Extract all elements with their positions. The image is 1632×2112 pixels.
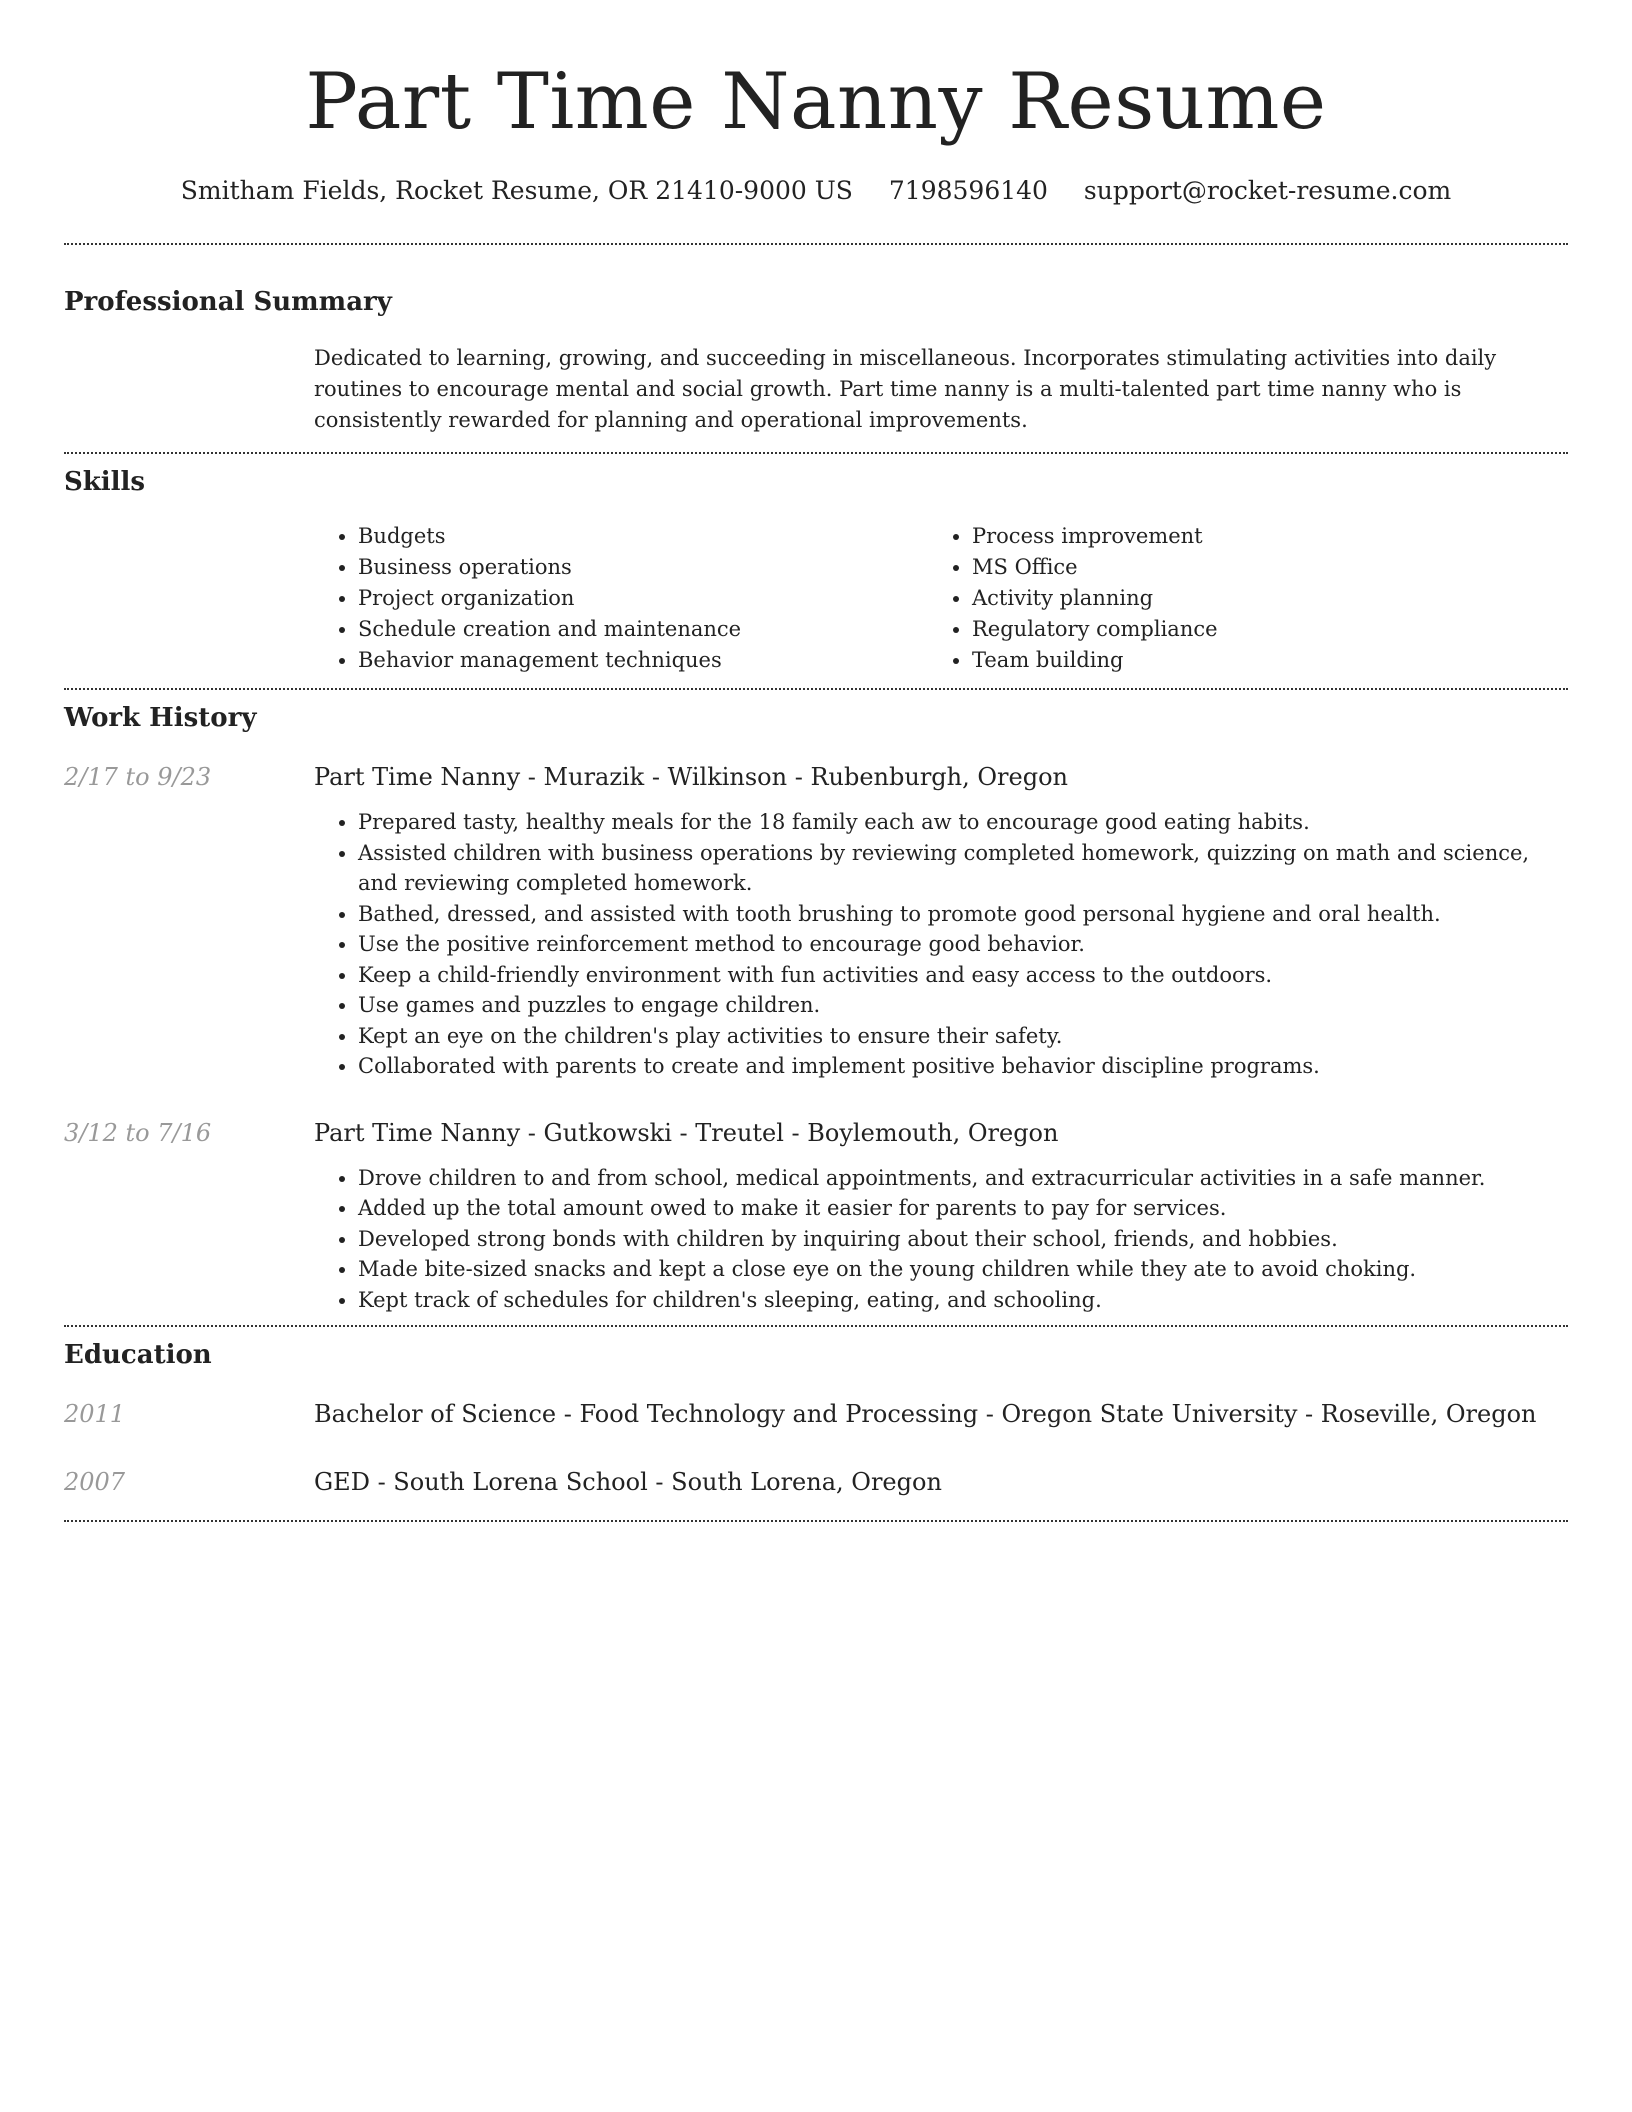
- skill-item: • Business operations: [358, 552, 928, 583]
- divider: [64, 688, 1568, 690]
- job-bullet: • Keep a child-friendly environment with fun activities and easy access to the outdoors.: [358, 960, 1568, 991]
- job-dates: 2/17 to 9/23: [64, 763, 212, 791]
- section-title: Work History: [64, 703, 257, 733]
- skills-list-left: [314, 521, 928, 676]
- education-degree: GED: [314, 1468, 370, 1496]
- job-bullet: • Bathed, dressed, and assisted with tooth brushing to promote good personal hygiene and oral health.: [358, 899, 1568, 930]
- divider: [64, 1325, 1568, 1327]
- job-bullet: • Developed strong bonds with children by inquiring about their school, friends, and hobbies.: [358, 1224, 1568, 1255]
- job-bullet: • Kept track of schedules for children's sleeping, eating, and schooling.: [358, 1285, 1568, 1316]
- job-entry: [64, 759, 1568, 1082]
- skills-list-right: [928, 521, 1542, 676]
- contact-email: support@rocket-resume.com: [1083, 176, 1452, 205]
- job-body: [314, 759, 1568, 1082]
- skills-section: [64, 465, 1568, 688]
- skill-item: • MS Office: [972, 552, 1542, 583]
- skill-item: • Process improvement: [972, 521, 1542, 552]
- skill-item: • Project organization: [358, 583, 928, 614]
- contact-address: Smitham Fields, Rocket Resume, OR 21410-9000 US: [180, 176, 853, 205]
- education-year: 2007: [64, 1468, 126, 1496]
- job-bullet: • Added up the total amount owed to make it easier for parents to pay for services.: [358, 1193, 1568, 1224]
- education-details: [314, 1464, 942, 1500]
- job-title: Part Time Nanny - Murazik - Wilkinson - Rubenburgh, Oregon: [314, 763, 1068, 791]
- divider: [64, 243, 1568, 245]
- section-title: Education: [64, 1340, 212, 1370]
- contact-line: [64, 174, 1568, 208]
- education-degree: Bachelor of Science - Food Technology and Processing: [314, 1400, 979, 1428]
- work-history-section: [64, 701, 1568, 1325]
- job-bullet: • Prepared tasty, healthy meals for the 18 family each aw to encourage good eating habits.: [358, 807, 1568, 838]
- skill-item: • Regulatory compliance: [972, 614, 1542, 645]
- education-school: - Oregon State University - Roseville, Oregon: [978, 1400, 1537, 1428]
- job-bullet: • Assisted children with business operations by reviewing completed homework, quizzing on math and science, and reviewing completed homework.: [358, 838, 1568, 899]
- skill-item: • Behavior management techniques: [358, 645, 928, 676]
- summary-text: Dedicated to learning, growing, and succeeding in miscellaneous. Incorporates stimulating activities into daily routines to encourage mental and social growth. Part time nanny is a multi-talented part time nanny who is consistently rewarded for planning and operational improvements.: [314, 346, 1497, 432]
- skill-item: • Schedule creation and maintenance: [358, 614, 928, 645]
- job-title: Part Time Nanny - Gutkowski - Treutel - Boylemouth, Oregon: [314, 1118, 1059, 1147]
- job-bullet: • Collaborated with parents to create and implement positive behavior discipline programs.: [358, 1051, 1568, 1082]
- section-title: Skills: [64, 467, 146, 497]
- job-bullets: [314, 1163, 1568, 1316]
- job-bullet: • Made bite-sized snacks and kept a close eye on the young children while they ate to avoid choking.: [358, 1254, 1568, 1285]
- divider: [64, 452, 1568, 454]
- contact-phone: 7198596140: [888, 176, 1048, 205]
- education-school: - South Lorena School - South Lorena, Oregon: [369, 1468, 942, 1496]
- job-dates: 3/12 to 7/16: [64, 1118, 212, 1147]
- education-details: [314, 1396, 1536, 1432]
- section-title: Professional Summary: [64, 287, 392, 317]
- professional-summary-section: [64, 285, 1568, 452]
- resume-title: Part Time Nanny Resume: [305, 57, 1327, 147]
- job-bullet: • Drove children to and from school, medical appointments, and extracurricular activities in a safe manner.: [358, 1163, 1568, 1194]
- job-body: [314, 1115, 1568, 1316]
- job-bullet: • Use games and puzzles to engage children.: [358, 990, 1568, 1021]
- skill-item: • Team building: [972, 645, 1542, 676]
- skill-item: • Activity planning: [972, 583, 1542, 614]
- job-bullets: [314, 807, 1568, 1082]
- job-entry: [64, 1115, 1568, 1326]
- divider: [64, 1520, 1568, 1522]
- education-entry: [64, 1396, 1568, 1432]
- education-year: 2011: [64, 1400, 126, 1428]
- job-bullet: • Use the positive reinforcement method to encourage good behavior.: [358, 929, 1568, 960]
- education-entry: [64, 1464, 1568, 1520]
- skill-item: • Budgets: [358, 521, 928, 552]
- skills-grid: [314, 521, 1568, 688]
- job-bullet: • Kept an eye on the children's play activities to ensure their safety.: [358, 1021, 1568, 1052]
- education-section: [64, 1338, 1568, 1520]
